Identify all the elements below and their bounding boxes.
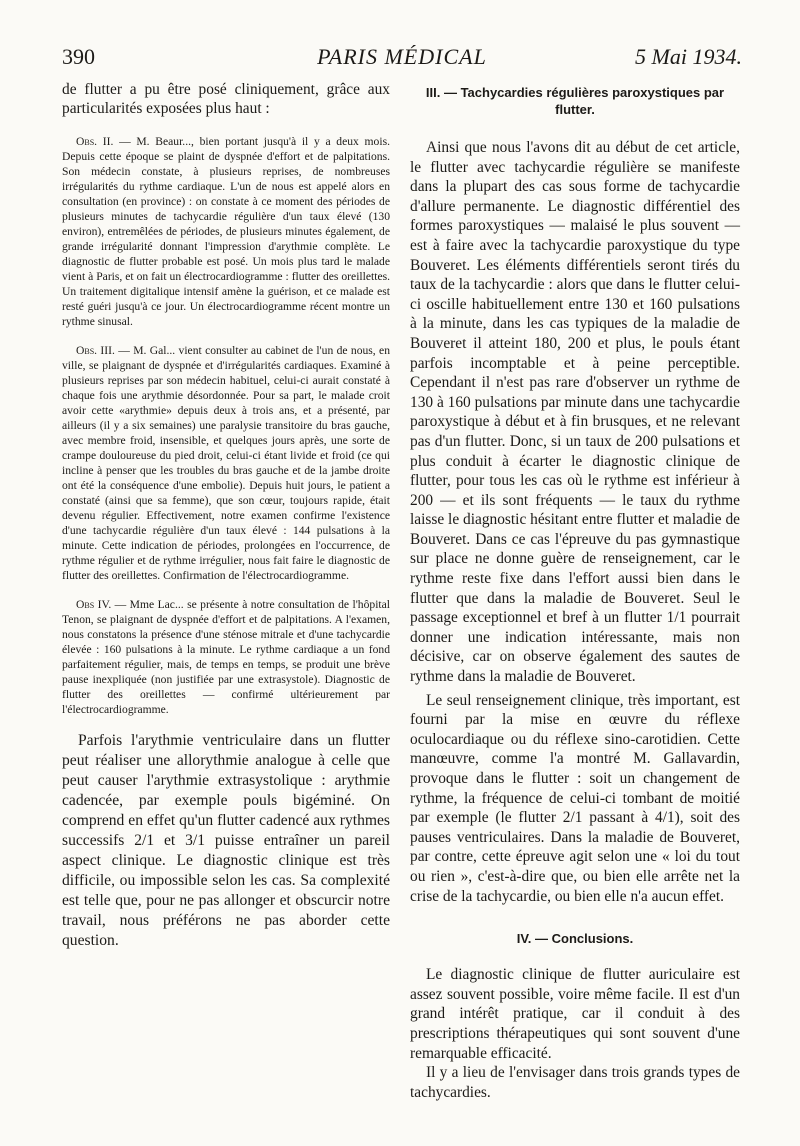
observation-2 [62,134,390,329]
left-column [62,80,390,951]
section-3-paragraph-2: Le seul renseignement clinique, très important, est fourni par la mise en œuvre du réflexe oculocardiaque ou du réflexe sino-carotidien. Cette manœuvre, comme l'a montré M. Gallavardin, provoque dans le flutter : soit un changement de rythme, la fréquence de celui-ci tombant de moitié par exemple (le flutter 2/1 passant à 4/1), soit des pauses ventriculaires. Dans la maladie de Bouveret, par contre, cette épreuve agit selon une « loi du tout ou rien », c'est-à-dire que, ou bien elle arrête net la crise de la tachycardie, ou bien elle n'a aucun effet. [410,691,740,905]
journal-title: PARIS MÉDICAL [317,44,487,69]
observation-3 [62,343,390,583]
section-3-title: III. — Tachycardies régulières paroxystiques par flutter. [425,85,725,117]
section-4-paragraph-2: Il y a lieu de l'envisager dans trois grands types de tachycardies. [410,1064,740,1101]
observation-4 [62,597,390,717]
observation-2-heading: Obs. II. [76,135,114,148]
lead-paragraph: de flutter a pu être posé cliniquement, grâce aux particularités exposées plus haut : [62,81,390,117]
observation-3-text: — M. Gal... vient consulter au cabinet de l'un de nous, en ville, se plaignant de dyspnée et d'irrégularités cardiaques. Examiné à plusieurs reprises par son médecin habituel, celui-ci aurait constaté à chaque fois une arythmie désordonnée. Pour sa part, le malade croit avoir cette «arythmie» depuis deux à trois ans, et a présenté, par ailleurs (il y a six semaines) une paralysie transitoire du bras gauche, avec membre froid, insensible, et quelques jours après, une sorte de crampe douloureuse du pied droit, celui-ci étant livide et froid (ce qui incline à penser que les troubles du bras gauche et de la jambe droite ont été la conséquence d'une embolie). Depuis huit jours, le patient a constaté (ainsi que sa femme), que son cœur, toujours rapide, était devenu régulier. Effectivement, notre examen confirme l'existence d'une tachycardie régulière d'un taux élevé : 144 pulsations à la minute. Cette indication de périodes, prolongées en l'occurrence, de rythme régulier et de rythme irrégulier, nous fait faire le diagnostic de flutter des oreillettes. Confirmation de l'électrocardiogramme. [62,344,390,582]
observation-4-heading: Obs IV. [76,598,112,611]
section-4-paragraph-1: Le diagnostic clinique de flutter auriculaire est assez souvent possible, voire même facile. Il est d'un grand intérêt pratique, car il conduit à des prescriptions thérapeutiques qui sont souvent d'une remarquable efficacité. [410,966,740,1062]
issue-date: 5 Mai 1934. [635,44,742,69]
page-number: 390 [62,44,95,69]
right-column [410,80,740,1102]
page-header [62,44,742,74]
section-3-paragraph-1: Ainsi que nous l'avons dit au début de cet article, le flutter avec tachycardie régulière se manifeste dans la plupart des cas sous forme de tachycardie d'allure permanente. Le diagnostic différentiel des formes paroxystiques — malaisé le plus souvent — est à faire avec la tachycardie paroxystique du type Bouveret. Les éléments différentiels seront tirés du taux de la tachycardie : alors que dans le flutter celui-ci oscille habituellement entre 130 et 160 pulsations à la minute, dans les cas typiques de la maladie de Bouveret il atteint 180, 200 et plus, le pouls étant parfois incomptable et à peine perceptible. Cependant il n'est pas rare d'observer un rythme de 130 à 160 pulsations par minute dans une tachycardie paroxystique à début et à fin brusques, et ne relevant pas d'un flutter. Donc, si un taux de 200 pulsations et plus conduit à écarter le diagnostic clinique de flutter, pour tous les cas où le rythme est inférieur à 200 — et ils sont fréquents — le taux du rythme laisse le diagnostic hésitant entre flutter et maladie de Bouveret. Dans ce cas l'épreuve du pas gymnastique sur place ne donne guère de renseignement, car le rythme reste fixe dans l'effort aussi bien dans le flutter que dans la maladie de Bouveret. Seul le passage exceptionnel et bref à un flutter 1/1 pourrait donner une indication intéressante, mais non décisive, car on observe également des sautes de rythme dans la maladie de Bouveret. [410,139,740,686]
allorythmie-paragraph: Parfois l'arythmie ventriculaire dans un flutter peut réaliser une allorythmie analogue à celle que peut causer l'arythmie extrasystolique : arythmie cadencée, par exemple pouls bigéminé. On comprend en effet qu'un flutter cadencé aux rythmes successifs 2/1 et 3/1 puisse entraîner un pareil aspect clinique. Le diagnostic clinique est très difficile, ou impossible selon les cas. Sa complexité est telle que, pour ne pas allonger et obscurcir notre travail, nous préférons ne pas aborder cette question. [62,732,390,949]
section-4-title: IV. — Conclusions. [516,931,634,947]
observation-2-text: — M. Beaur..., bien portant jusqu'à il y a deux mois. Depuis cette époque se plaint de dyspnée d'effort et de palpitations. Son médecin constate, à plusieurs reprises, de nombreuses irrégularités du rythme cardiaque. L'un de nous est appelé alors en consultation (en province) : on constate à ce moment des périodes de plusieurs minutes de tachycardie régulière d'un taux élevé (130 environ), entremêlées de périodes, de plusieurs minutes également, de grande irrégularité donnant l'impression d'arythmie complète. Le diagnostic de flutter probable est posé. Un mois plus tard le malade vient à Paris, et on fait un électrocardiogramme : flutter des oreillettes. Un traitement digitalique intensif amène la guérison, et ce malade est resté guéri jusqu'à ce jour. Un électrocardiogramme récent montre un rythme sinusal. [62,135,390,328]
observation-4-text: — Mme Lac... se présente à notre consultation de l'hôpital Tenon, se plaignant de dyspnée d'effort et de palpitations. A l'examen, nous constatons la présence d'une sténose mitrale et d'une tachycardie élevée : 160 pulsations à la minute. Le rythme cardiaque a un fond parfaitement régulier, mais, de temps en temps, se produit une brève pause inexpliquée (non justifiée par une extrasystole). Diagnostic de flutter des oreillettes — confirmé ultérieurement par l'électrocardiogramme. [62,598,390,716]
observation-3-heading: Obs. III. [76,344,115,357]
